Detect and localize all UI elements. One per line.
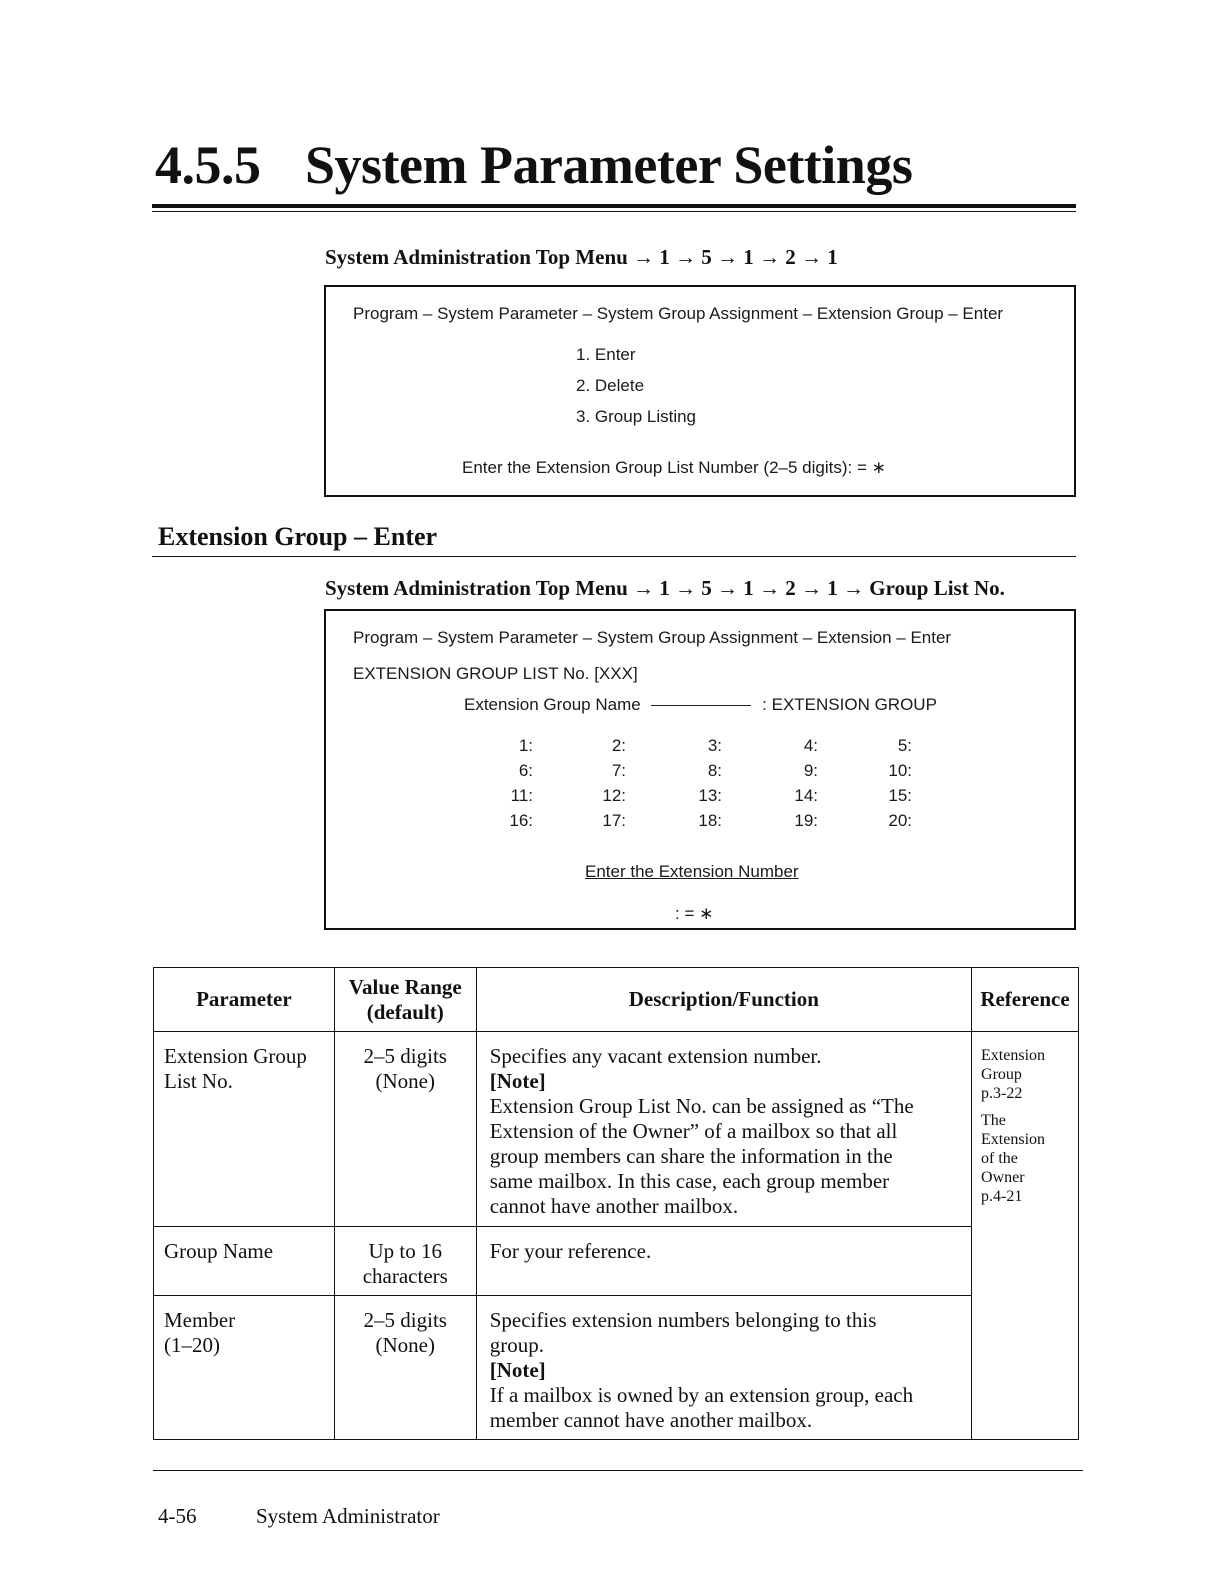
menu-option-enter: 1. Enter xyxy=(576,345,636,364)
member-slot: 3: xyxy=(707,736,722,755)
member-slot: 14: xyxy=(794,786,818,805)
note-label: [Note] xyxy=(489,1358,546,1382)
menu-path-2: System Administration Top Menu → 1 → 5 → 1 → 2 → 1 → Group List No. xyxy=(325,576,1005,600)
param-cell xyxy=(154,1296,335,1440)
title-rule xyxy=(152,204,1076,208)
table-row xyxy=(154,1296,1079,1440)
description-cell xyxy=(476,1227,971,1296)
extension-number-input: : = ∗ xyxy=(675,904,714,923)
screen-extension-group-entry xyxy=(324,609,1076,930)
description-cell xyxy=(476,1032,971,1227)
value-range: 2–5 digits xyxy=(363,1044,447,1068)
param-name: Extension Group xyxy=(164,1044,307,1068)
menu-option-delete: 2. Delete xyxy=(576,376,645,395)
member-slot: 17: xyxy=(602,811,626,830)
section-title: System Parameter Settings xyxy=(305,135,913,195)
header-description: Description/Function xyxy=(476,968,971,1032)
description-text: Specifies any vacant extension number. xyxy=(489,1044,822,1068)
range-cell xyxy=(334,1227,476,1296)
member-slot: 1: xyxy=(518,736,533,755)
description-text: Specifies extension numbers belonging to this xyxy=(489,1308,877,1332)
ref-page: p.4-21 xyxy=(981,1188,1023,1205)
default-value: (None) xyxy=(375,1069,435,1093)
ref-text: Owner xyxy=(981,1169,1025,1186)
section-heading: Extension Group – Enter xyxy=(158,522,438,551)
member-slot: 5: xyxy=(897,736,912,755)
screen-path: Program – System Parameter – System Group Assignment – Extension – Enter xyxy=(353,628,952,647)
ref-text: Group xyxy=(981,1066,1022,1083)
member-slot: 2: xyxy=(611,736,626,755)
member-slot: 11: xyxy=(510,786,533,805)
section-rule xyxy=(152,556,1076,557)
param-name: Member xyxy=(164,1308,236,1332)
header-reference: Reference xyxy=(972,968,1079,1032)
screen-path: Program – System Parameter – System Group Assignment – Extension Group – Enter xyxy=(353,304,1004,323)
note-text: group members can share the information in the xyxy=(489,1144,893,1168)
ref-page: p.3-22 xyxy=(981,1085,1023,1102)
member-slot: 12: xyxy=(602,786,626,805)
param-name-cont: List No. xyxy=(164,1069,233,1093)
menu-path-1: System Administration Top Menu → 1 → 5 → 1 → 2 → 1 xyxy=(325,245,838,269)
title-rule-thin xyxy=(152,211,1076,212)
reference-extension-group xyxy=(981,1046,1074,1103)
ref-text: Extension xyxy=(981,1131,1046,1148)
member-slot: 8: xyxy=(707,761,722,780)
note-text: member cannot have another mailbox. xyxy=(489,1408,813,1432)
page-title xyxy=(155,135,913,195)
header-range-line1: Value Range xyxy=(348,974,462,999)
footer-section-name: System Administrator xyxy=(256,1504,440,1528)
member-slot: 15: xyxy=(888,786,912,805)
reference-cell xyxy=(972,1032,1079,1440)
table-row xyxy=(154,1227,1079,1296)
note-text: If a mailbox is owned by an extension group, each xyxy=(489,1383,914,1407)
note-text: same mailbox. In this case, each group member xyxy=(489,1169,890,1193)
member-slot: 19: xyxy=(794,811,818,830)
leader-line xyxy=(651,705,751,706)
default-value: characters xyxy=(362,1264,448,1288)
extension-number-prompt: Enter the Extension Number xyxy=(585,862,799,881)
section-number: 4.5.5 xyxy=(155,135,261,195)
member-slot: 18: xyxy=(698,811,722,830)
reference-extension-owner xyxy=(981,1111,1074,1206)
default-value: (None) xyxy=(375,1333,435,1357)
range-cell xyxy=(334,1296,476,1440)
group-name-label: Extension Group Name xyxy=(464,695,641,714)
header-parameter: Parameter xyxy=(154,968,335,1032)
member-slot: 20: xyxy=(888,811,912,830)
group-name-field xyxy=(464,696,937,713)
note-label: [Note] xyxy=(489,1069,546,1093)
description-text: For your reference. xyxy=(489,1239,652,1263)
value-range: Up to 16 xyxy=(368,1239,442,1263)
footer-rule xyxy=(153,1470,1083,1471)
table-header-row xyxy=(154,968,1079,1032)
group-list-number: EXTENSION GROUP LIST No. [XXX] xyxy=(353,664,638,683)
parameter-table xyxy=(153,967,1079,1440)
param-name: Group Name xyxy=(164,1239,274,1263)
screen-group-menu xyxy=(324,285,1076,497)
page-number: 4-56 xyxy=(158,1504,197,1528)
param-cell xyxy=(154,1227,335,1296)
description-cell xyxy=(476,1296,971,1440)
note-text: cannot have another mailbox. xyxy=(489,1194,739,1218)
param-name-cont: (1–20) xyxy=(164,1333,220,1357)
value-range: 2–5 digits xyxy=(363,1308,447,1332)
member-slot: 16: xyxy=(509,811,533,830)
member-slot: 9: xyxy=(803,761,818,780)
member-slot: 6: xyxy=(518,761,533,780)
list-number-prompt: Enter the Extension Group List Number (2–5 digits): = ∗ xyxy=(462,458,886,477)
member-slot: 4: xyxy=(803,736,818,755)
param-cell xyxy=(154,1032,335,1227)
note-text: Extension Group List No. can be assigned as “The xyxy=(489,1094,914,1118)
menu-option-group-listing: 3. Group Listing xyxy=(576,407,697,426)
description-text: group. xyxy=(489,1333,544,1357)
member-slot: 13: xyxy=(698,786,722,805)
header-value-range xyxy=(334,968,476,1032)
ref-text: of the xyxy=(981,1150,1018,1167)
note-text: Extension of the Owner” of a mailbox so that all xyxy=(489,1119,898,1143)
ref-text: The xyxy=(981,1112,1006,1129)
group-name-value: : EXTENSION GROUP xyxy=(762,695,937,714)
member-slot: 7: xyxy=(611,761,626,780)
table-row xyxy=(154,1032,1079,1227)
member-slot: 10: xyxy=(888,761,912,780)
range-cell xyxy=(334,1032,476,1227)
ref-text: Extension xyxy=(981,1047,1046,1064)
header-range-line2: (default) xyxy=(366,999,444,1024)
